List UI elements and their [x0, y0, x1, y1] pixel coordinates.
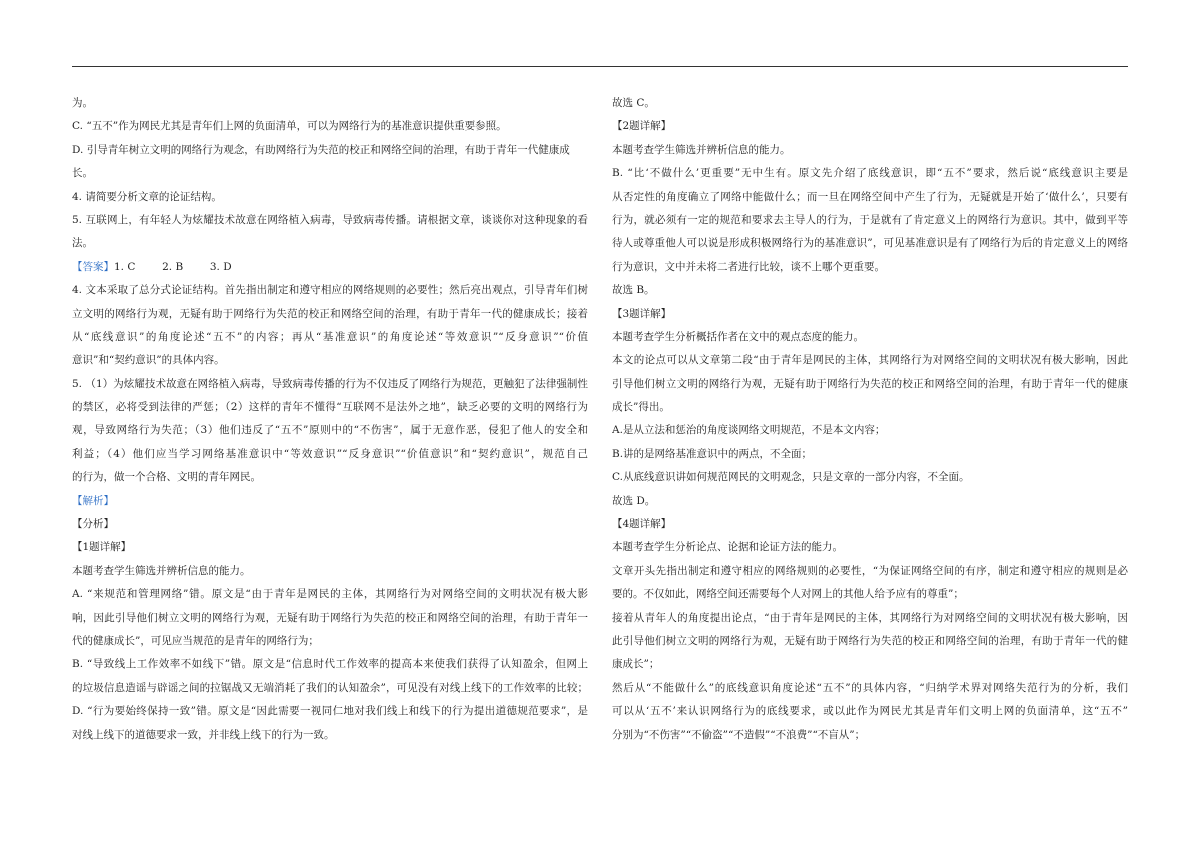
text-line: 康成长”； — [612, 658, 660, 671]
text-line: 代的健康成长”，可见应当规范的是青年的网络行为； — [72, 634, 319, 647]
header-rule — [72, 66, 1128, 67]
text-line: 待人或尊重他人可以说是形成积极网络行为的基准意识”，可见基准意识是有了网络行为后的肯定意义上的网络 — [612, 237, 1128, 250]
text-line: 故选 C。 — [612, 97, 655, 109]
text-line: 的行为，做一个合格、文明的青年网民。 — [72, 471, 261, 484]
answer-label: 【答案】 — [72, 260, 114, 273]
text-line: 法。 — [72, 237, 93, 250]
text-line: 响，因此引导他们树立文明的网络行为观，无疑有助于网络行为失范的校正和网络空间的治理，有助于青年一 — [72, 611, 588, 624]
text-line: 意识”和“契约意识”的具体内容。 — [72, 354, 225, 367]
text-line: 此引导他们树立文明的网络行为观，无疑有助于网络行为失范的校正和网络空间的治理，有助于青年一代的健 — [612, 634, 1128, 647]
text-line: B. “导致线上工作效率不如线下”错。原文是“信息时代工作效率的提高本来使我们获得了认知盈余，但网上 — [72, 658, 588, 671]
text-line: 从“底线意识”的角度论述“五不”的内容；再从“基准意识”的角度论述“等效意识”“反身意识”“价值 — [72, 330, 588, 343]
text-line: 要的。不仅如此，网络空间还需要每个人对网上的其他人给予应有的尊重”； — [612, 588, 964, 601]
right-column — [612, 92, 1128, 747]
text-line: 的垃圾信息造谣与辟谣之间的拉锯战又无端消耗了我们的认知盈余”，可见没有对线上线下的工作效率的比较； — [72, 681, 588, 694]
text-line: 的禁区，必将受到法律的严惩；（2）这样的青年不懂得“互联网不是法外之地”，缺乏必要的文明的网络行为 — [72, 401, 588, 414]
text-line: 本题考查学生分析论点、论据和论证方法的能力。 — [612, 541, 843, 554]
answer-choices: 1. C 2. B 3. D — [114, 260, 232, 273]
text-line: B. “比‘不做什么’更重要”无中生有。原文先介绍了底线意识，即“五不”要求，然后说“底线意识主要是 — [612, 167, 1128, 180]
text-line: A. “来规范和管理网络”错。原文是“由于青年是网民的主体，其网络行为对网络空间的文明状况有极大影 — [72, 588, 588, 601]
text-line: 行为意识，文中并未将二者进行比较，谈不上哪个更重要。 — [612, 260, 885, 273]
text-line: 为。 — [72, 97, 93, 109]
text-line: 【1题详解】 — [72, 541, 132, 554]
text-line: 成长”得出。 — [612, 401, 670, 414]
text-line: D. “行为要始终保持一致”错。原文是“因此需要一视同仁地对我们线上和线下的行为提出道德规范要求”，是 — [72, 705, 588, 718]
text-line: 5. （1）为炫耀技术故意在网络植入病毒，导致病毒传播的行为不仅违反了网络行为规范，更触犯了法律强制性 — [72, 377, 588, 390]
text-line: A.是从立法和惩治的角度谈网络文明规范，不是本文内容； — [612, 424, 886, 437]
text-line: 对线上线下的道德要求一致，并非线上线下的行为一致。 — [72, 728, 335, 741]
text-line: 文章开头先指出制定和遵守相应的网络规则的必要性，“为保证网络空间的有序，制定和遵守相应的规则是必 — [612, 564, 1128, 577]
text-line — [72, 256, 588, 279]
text-line: 5. 互联网上，有年轻人为炫耀技术故意在网络植入病毒，导致病毒传播。请根据文章，谈谈你对这种现象的看 — [72, 213, 588, 226]
text-line: 本题考查学生分析概括作者在文中的观点态度的能力。 — [612, 330, 864, 343]
text-line: 从否定性的角度确立了网络中能做什么；而一旦在网络空间中产生了行为，无疑就是开始了‘做什么’，只要有 — [612, 190, 1128, 203]
text-line: 【2题详解】 — [612, 120, 672, 133]
text-line: 本题考查学生筛选并辨析信息的能力。 — [72, 564, 251, 577]
text-line: 4. 文本采取了总分式论证结构。首先指出制定和遵守相应的网络规则的必要性；然后亮出观点，引导青年们树 — [72, 284, 588, 297]
text-line: 行为，就必须有一定的规范和要求去主导人的行为，于是就有了肯定意义上的网络行为意识。其中，做到平等 — [612, 213, 1128, 226]
text-line: 4. 请简要分析文章的论证结构。 — [72, 190, 222, 203]
text-line: 利益；（4）他们应当学习网络基准意识中“等效意识”“反身意识”“价值意识”和“契约意识”，规范自己 — [72, 447, 588, 460]
text-line: D. 引导青年树立文明的网络行为观念，有助网络行为失范的校正和网络空间的治理，有助于青年一代健康成 — [72, 143, 570, 156]
text-line: 故选 D。 — [612, 494, 656, 507]
text-line: 【4题详解】 — [612, 518, 672, 531]
text-line: 【解析】 — [72, 494, 114, 507]
text-line: B.讲的是网络基准意识中的两点，不全面； — [612, 447, 813, 460]
text-line: C.从底线意识讲如何规范网民的文明观念，只是文章的一部分内容，不全面。 — [612, 471, 970, 484]
text-line: 然后从“不能做什么”的底线意识角度论述“五不”的具体内容，“归纳学术界对网络失范行为的分析，我们 — [612, 681, 1128, 694]
text-line: 立文明的网络行为观，无疑有助于网络行为失范的校正和网络空间的治理，有助于青年一代的健康成长；接着 — [72, 307, 588, 320]
text-line: 分别为“不伤害”“不偷盗”“不造假”“不浪费”“不盲从”； — [612, 728, 866, 741]
text-line: 引导他们树立文明的网络行为观，无疑有助于网络行为失范的校正和网络空间的治理，有助于青年一代的健康 — [612, 377, 1128, 390]
text-line: 【分析】 — [72, 518, 114, 531]
text-line: 观，导致网络行为失范；（3）他们违反了“五不”原则中的“不伤害”，属于无意作恶，侵犯了他人的安全和 — [72, 424, 588, 437]
text-line: 【3题详解】 — [612, 307, 672, 320]
text-line: 接着从青年人的角度提出论点，“由于青年是网民的主体，其网络行为对网络空间的文明状况有极大影响，因 — [612, 611, 1128, 624]
left-column — [72, 92, 588, 747]
text-line: 长。 — [72, 167, 93, 180]
text-line: 本题考查学生筛选并辨析信息的能力。 — [612, 143, 791, 156]
text-line: C. “五不”作为网民尤其是青年们上网的负面清单，可以为网络行为的基准意识提供重要参照。 — [72, 120, 507, 133]
text-line: 故选 B。 — [612, 284, 655, 297]
text-line: 本文的论点可以从文章第二段“由于青年是网民的主体，其网络行为对网络空间的文明状况有极大影响，因此 — [612, 354, 1128, 367]
text-line: 可以从‘五不’来认识网络行为的底线要求，或以此作为网民尤其是青年们文明上网的负面清单，这“五不” — [612, 705, 1128, 718]
